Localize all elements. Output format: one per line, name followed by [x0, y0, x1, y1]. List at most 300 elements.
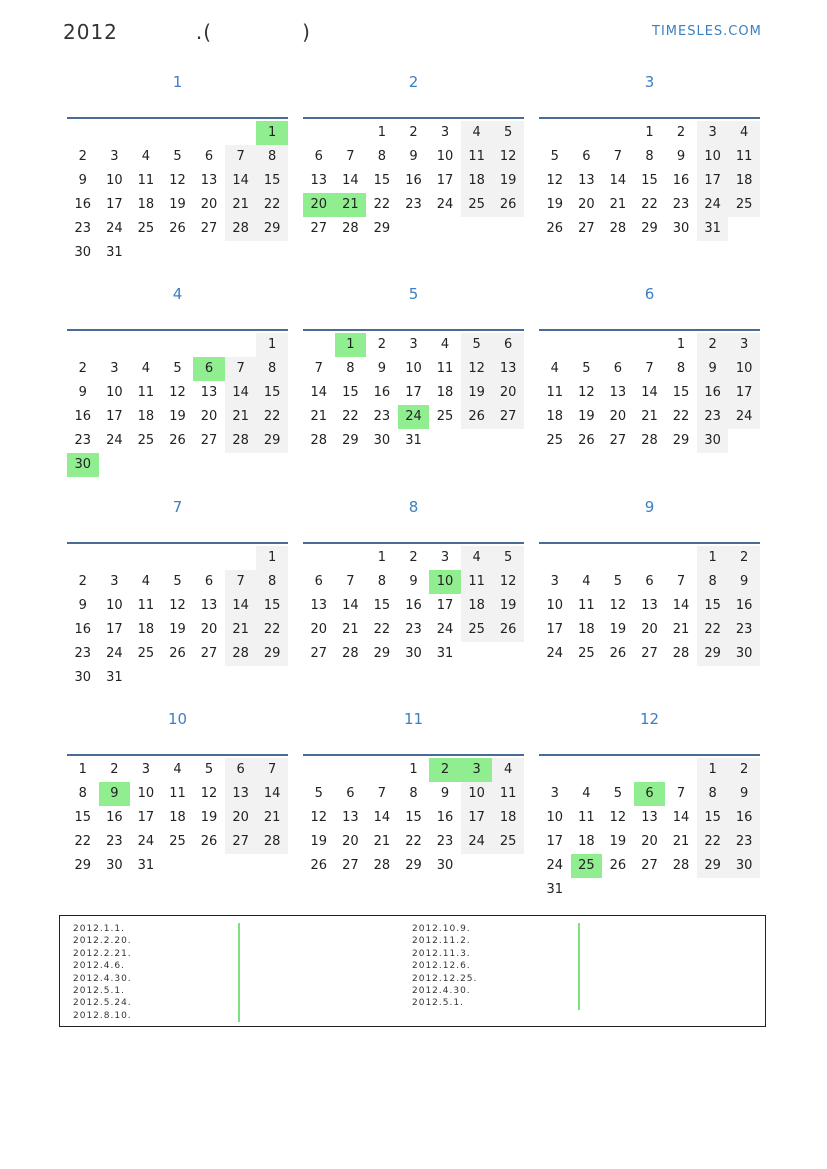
empty-cell — [225, 854, 257, 878]
week-row — [539, 405, 760, 429]
month-rule — [67, 117, 288, 119]
day-cell: 22 — [641, 197, 658, 212]
day-cell: 8 — [697, 782, 729, 806]
day-cell: 4 — [492, 758, 524, 782]
holiday-marker — [238, 935, 240, 947]
empty-cell — [571, 546, 603, 570]
day-cell: 25 — [461, 618, 493, 642]
day-cell: 3 — [409, 337, 418, 352]
day-cell: 28 — [609, 221, 627, 236]
day-cell: 24 — [106, 646, 123, 661]
day-cell: 14 — [342, 173, 359, 188]
empty-cell — [602, 333, 634, 357]
day-cell: 19 — [609, 834, 627, 849]
day-cell: 31 — [106, 670, 123, 685]
day-cell: 4 — [173, 762, 182, 777]
week-row — [303, 806, 524, 830]
day-cell: 18 — [436, 385, 454, 400]
day-cell: 4 — [550, 361, 559, 376]
day-cell: 11 — [137, 173, 155, 188]
day-cell: 24 — [398, 405, 430, 429]
day-cell: 9 — [697, 357, 729, 381]
day-cell: 6 — [634, 782, 666, 806]
month-rule — [67, 542, 288, 544]
day-cell: 26 — [609, 646, 627, 661]
week-row — [303, 357, 524, 381]
day-cell: 18 — [578, 622, 595, 637]
week-row — [539, 878, 760, 902]
day-cell: 22 — [74, 834, 92, 849]
empty-cell — [256, 854, 288, 878]
day-cell: 6 — [314, 149, 323, 164]
empty-cell — [130, 666, 162, 690]
holiday-list-item: 2012.8.10. — [73, 1010, 132, 1022]
week-row — [539, 642, 760, 666]
day-cell: 18 — [137, 197, 155, 212]
holiday-list-item: 2012.11.3. — [412, 948, 477, 960]
empty-cell — [634, 546, 666, 570]
day-cell: 14 — [373, 810, 391, 825]
day-cell: 31 — [405, 433, 422, 448]
week-row — [539, 618, 760, 642]
month-title: 3 — [644, 73, 655, 91]
day-cell: 6 — [314, 574, 323, 589]
day-cell: 1 — [256, 333, 288, 357]
day-cell: 21 — [672, 834, 690, 849]
week-row — [539, 357, 760, 381]
day-cell: 21 — [335, 193, 367, 217]
day-cell: 17 — [436, 173, 454, 188]
day-cell: 23 — [728, 618, 760, 642]
week-row — [67, 570, 288, 594]
day-cell: 6 — [193, 357, 225, 381]
empty-cell — [162, 333, 194, 357]
day-cell: 30 — [373, 433, 391, 448]
month-days — [67, 333, 288, 477]
day-cell: 19 — [492, 169, 524, 193]
week-row — [67, 405, 288, 429]
day-cell: 2 — [409, 550, 418, 565]
week-row — [303, 333, 524, 357]
day-cell: 13 — [310, 598, 328, 613]
empty-cell — [697, 878, 729, 902]
day-cell: 10 — [697, 145, 729, 169]
day-cell: 27 — [225, 830, 257, 854]
day-cell: 2 — [728, 758, 760, 782]
day-cell: 30 — [697, 429, 729, 453]
day-cell: 6 — [613, 361, 623, 376]
day-cell: 18 — [137, 409, 155, 424]
day-cell: 15 — [672, 385, 690, 400]
day-cell: 16 — [106, 810, 123, 825]
day-cell: 2 — [697, 333, 729, 357]
day-cell: 2 — [728, 546, 760, 570]
day-cell: 16 — [74, 622, 92, 637]
day-cell: 29 — [672, 433, 690, 448]
day-cell: 24 — [106, 221, 123, 236]
day-cell: 27 — [200, 646, 218, 661]
week-row — [67, 429, 288, 453]
empty-cell — [303, 121, 335, 145]
holiday-marker — [238, 960, 240, 972]
day-cell: 8 — [377, 574, 387, 589]
day-cell: 16 — [728, 806, 760, 830]
day-cell: 11 — [137, 598, 155, 613]
day-cell: 18 — [492, 806, 524, 830]
holiday-list-item: 2012.5.1. — [412, 997, 477, 1009]
day-cell: 3 — [697, 121, 729, 145]
month-rule — [67, 329, 288, 331]
day-cell: 8 — [256, 570, 288, 594]
day-cell: 25 — [461, 193, 493, 217]
day-cell: 3 — [550, 574, 559, 589]
day-cell: 27 — [609, 433, 627, 448]
week-row — [67, 618, 288, 642]
day-cell: 10 — [106, 598, 123, 613]
day-cell: 2 — [676, 125, 686, 140]
empty-cell — [193, 854, 225, 878]
day-cell: 7 — [676, 574, 686, 589]
day-cell: 23 — [728, 830, 760, 854]
day-cell: 4 — [141, 361, 151, 376]
day-cell: 21 — [225, 193, 257, 217]
brand-logo-text[interactable]: TIMESLES.COM — [652, 24, 762, 39]
day-cell: 12 — [461, 357, 493, 381]
day-cell: 11 — [461, 570, 493, 594]
day-cell: 17 — [106, 197, 123, 212]
month-days — [303, 333, 524, 453]
day-cell: 2 — [409, 125, 418, 140]
holiday-list-item: 2012.11.2. — [412, 935, 477, 947]
day-cell: 1 — [256, 546, 288, 570]
day-cell: 25 — [571, 854, 603, 878]
holiday-list-item: 2012.5.1. — [73, 985, 132, 997]
day-cell: 13 — [342, 810, 359, 825]
empty-cell — [193, 453, 225, 477]
week-row — [539, 854, 760, 878]
day-cell: 20 — [609, 409, 627, 424]
empty-cell — [256, 666, 288, 690]
day-cell: 23 — [373, 409, 391, 424]
day-cell: 25 — [169, 834, 186, 849]
day-cell: 18 — [728, 169, 760, 193]
day-cell: 26 — [492, 193, 524, 217]
day-cell: 22 — [256, 405, 288, 429]
day-cell: 17 — [436, 598, 454, 613]
day-cell: 4 — [141, 149, 151, 164]
empty-cell — [539, 121, 571, 145]
month-days — [539, 546, 760, 666]
day-cell: 22 — [697, 618, 729, 642]
year-label: 2012 — [63, 20, 118, 44]
day-cell: 11 — [137, 385, 155, 400]
day-cell: 25 — [728, 193, 760, 217]
month-days — [539, 758, 760, 902]
day-cell: 25 — [578, 646, 595, 661]
week-row — [539, 381, 760, 405]
empty-cell — [398, 217, 430, 241]
day-cell: 21 — [641, 409, 658, 424]
day-cell: 23 — [74, 221, 92, 236]
empty-cell — [634, 333, 666, 357]
week-row — [303, 594, 524, 618]
week-row — [303, 570, 524, 594]
day-cell: 30 — [728, 854, 760, 878]
day-cell: 23 — [672, 197, 690, 212]
day-cell: 29 — [256, 642, 288, 666]
day-cell: 28 — [672, 858, 690, 873]
day-cell: 26 — [169, 646, 186, 661]
day-cell: 18 — [169, 810, 186, 825]
empty-cell — [99, 546, 131, 570]
day-cell: 20 — [303, 193, 335, 217]
day-cell: 10 — [461, 782, 493, 806]
day-cell: 22 — [672, 409, 690, 424]
day-cell: 16 — [436, 810, 454, 825]
day-cell: 2 — [377, 337, 387, 352]
day-cell: 28 — [225, 217, 257, 241]
day-cell: 10 — [106, 173, 123, 188]
month-title: 1 — [172, 73, 183, 91]
day-cell: 1 — [377, 125, 387, 140]
holiday-list-box — [59, 915, 766, 1027]
page-title — [63, 20, 311, 44]
day-cell: 14 — [225, 594, 257, 618]
day-cell: 12 — [609, 598, 627, 613]
day-cell: 19 — [461, 381, 493, 405]
empty-cell — [602, 878, 634, 902]
day-cell: 7 — [314, 361, 323, 376]
day-cell: 26 — [492, 618, 524, 642]
week-row — [539, 429, 760, 453]
empty-cell — [162, 453, 194, 477]
week-row — [67, 546, 288, 570]
day-cell: 12 — [609, 810, 627, 825]
holiday-list-item: 2012.12.25. — [412, 973, 477, 985]
holiday-marker — [238, 985, 240, 997]
month-rule — [539, 329, 760, 331]
day-cell: 1 — [697, 546, 729, 570]
day-cell: 19 — [310, 834, 328, 849]
week-row — [539, 782, 760, 806]
day-cell: 22 — [342, 409, 359, 424]
week-row — [303, 830, 524, 854]
day-cell: 16 — [405, 173, 422, 188]
day-cell: 28 — [225, 429, 257, 453]
day-cell: 31 — [106, 245, 123, 260]
day-cell: 21 — [672, 622, 690, 637]
week-row — [303, 854, 524, 878]
empty-cell — [461, 217, 493, 241]
day-cell: 18 — [546, 409, 564, 424]
holiday-list-item: 2012.1.1. — [73, 923, 132, 935]
empty-cell — [492, 217, 524, 241]
week-row — [539, 830, 760, 854]
empty-cell — [461, 429, 493, 453]
day-cell: 22 — [373, 197, 391, 212]
day-cell: 2 — [429, 758, 461, 782]
day-cell: 22 — [405, 834, 422, 849]
day-cell: 11 — [169, 786, 186, 801]
month-title: 7 — [172, 498, 183, 516]
week-row — [303, 782, 524, 806]
week-row — [303, 429, 524, 453]
day-cell: 1 — [256, 121, 288, 145]
day-cell: 8 — [256, 357, 288, 381]
day-cell: 30 — [74, 245, 92, 260]
day-cell: 7 — [377, 786, 387, 801]
holiday-marker — [238, 923, 240, 935]
holiday-marker — [578, 935, 580, 947]
day-cell: 4 — [582, 574, 591, 589]
holiday-marker — [578, 997, 580, 1009]
day-cell: 7 — [676, 786, 686, 801]
empty-cell — [571, 878, 603, 902]
day-cell: 12 — [200, 786, 218, 801]
empty-cell — [225, 121, 257, 145]
day-cell: 8 — [256, 145, 288, 169]
day-cell: 7 — [645, 361, 654, 376]
holiday-marker — [578, 985, 580, 997]
day-cell: 17 — [106, 409, 123, 424]
day-cell: 7 — [225, 357, 257, 381]
month-days — [303, 758, 524, 878]
month-days — [539, 333, 760, 453]
day-cell: 6 — [492, 333, 524, 357]
day-cell: 10 — [137, 786, 155, 801]
day-cell: 8 — [645, 149, 654, 164]
day-cell: 23 — [697, 405, 729, 429]
day-cell: 25 — [137, 433, 155, 448]
week-row — [539, 193, 760, 217]
week-row — [67, 782, 288, 806]
day-cell: 27 — [641, 858, 658, 873]
day-cell: 3 — [141, 762, 151, 777]
holiday-list-item: 2012.2.20. — [73, 935, 132, 947]
empty-cell — [162, 241, 194, 265]
day-cell: 27 — [492, 405, 524, 429]
day-cell: 13 — [200, 598, 218, 613]
empty-cell — [461, 642, 493, 666]
day-cell: 2 — [110, 762, 119, 777]
day-cell: 14 — [342, 598, 359, 613]
day-cell: 25 — [492, 830, 524, 854]
day-cell: 23 — [106, 834, 123, 849]
empty-cell — [602, 121, 634, 145]
empty-cell — [429, 217, 461, 241]
day-cell: 14 — [609, 173, 627, 188]
day-cell: 16 — [373, 385, 391, 400]
day-cell: 17 — [546, 834, 564, 849]
day-cell: 3 — [110, 361, 119, 376]
day-cell: 25 — [137, 221, 155, 236]
empty-cell — [366, 758, 398, 782]
day-cell: 25 — [546, 433, 564, 448]
day-cell: 16 — [74, 197, 92, 212]
month-rule — [539, 117, 760, 119]
week-row — [67, 806, 288, 830]
day-cell: 4 — [461, 121, 493, 145]
day-cell: 31 — [137, 858, 155, 873]
week-row — [303, 405, 524, 429]
day-cell: 5 — [613, 786, 623, 801]
empty-cell — [99, 453, 131, 477]
day-cell: 21 — [373, 834, 391, 849]
day-cell: 17 — [405, 385, 422, 400]
week-row — [67, 333, 288, 357]
day-cell: 5 — [173, 574, 182, 589]
week-row — [67, 594, 288, 618]
day-cell: 9 — [78, 598, 87, 613]
day-cell: 4 — [461, 546, 493, 570]
day-cell: 6 — [346, 786, 355, 801]
day-cell: 19 — [169, 622, 186, 637]
week-row — [539, 217, 760, 241]
holiday-marker — [578, 923, 580, 935]
week-row — [67, 642, 288, 666]
day-cell: 11 — [461, 145, 493, 169]
day-cell: 27 — [641, 646, 658, 661]
day-cell: 22 — [697, 830, 729, 854]
day-cell: 17 — [697, 169, 729, 193]
day-cell: 1 — [78, 762, 87, 777]
week-row — [539, 145, 760, 169]
day-cell: 18 — [461, 169, 493, 193]
day-cell: 13 — [609, 385, 627, 400]
empty-cell — [99, 333, 131, 357]
empty-cell — [728, 878, 760, 902]
empty-cell — [539, 546, 571, 570]
day-cell: 25 — [436, 409, 454, 424]
month-title: 5 — [408, 285, 419, 303]
empty-cell — [571, 121, 603, 145]
day-cell: 29 — [641, 221, 658, 236]
day-cell: 21 — [342, 622, 359, 637]
empty-cell — [193, 333, 225, 357]
day-cell: 3 — [728, 333, 760, 357]
week-row — [303, 193, 524, 217]
day-cell: 26 — [609, 858, 627, 873]
month-days — [303, 546, 524, 666]
day-cell: 14 — [310, 385, 328, 400]
day-cell: 1 — [697, 758, 729, 782]
day-cell: 8 — [346, 361, 355, 376]
week-row — [539, 546, 760, 570]
day-cell: 15 — [373, 598, 391, 613]
day-cell: 14 — [641, 385, 658, 400]
day-cell: 9 — [99, 782, 131, 806]
day-cell: 6 — [204, 574, 214, 589]
day-cell: 5 — [492, 121, 524, 145]
holiday-marker — [238, 997, 240, 1009]
empty-cell — [571, 333, 603, 357]
week-row — [67, 453, 288, 477]
day-cell: 15 — [342, 385, 359, 400]
day-cell: 10 — [546, 598, 564, 613]
empty-cell — [99, 121, 131, 145]
day-cell: 30 — [67, 453, 99, 477]
day-cell: 26 — [461, 405, 493, 429]
day-cell: 19 — [169, 409, 186, 424]
day-cell: 21 — [225, 405, 257, 429]
empty-cell — [602, 546, 634, 570]
week-row — [303, 121, 524, 145]
day-cell: 23 — [436, 834, 454, 849]
day-cell: 11 — [546, 385, 564, 400]
day-cell: 8 — [676, 361, 686, 376]
day-cell: 29 — [697, 854, 729, 878]
month-rule — [67, 754, 288, 756]
